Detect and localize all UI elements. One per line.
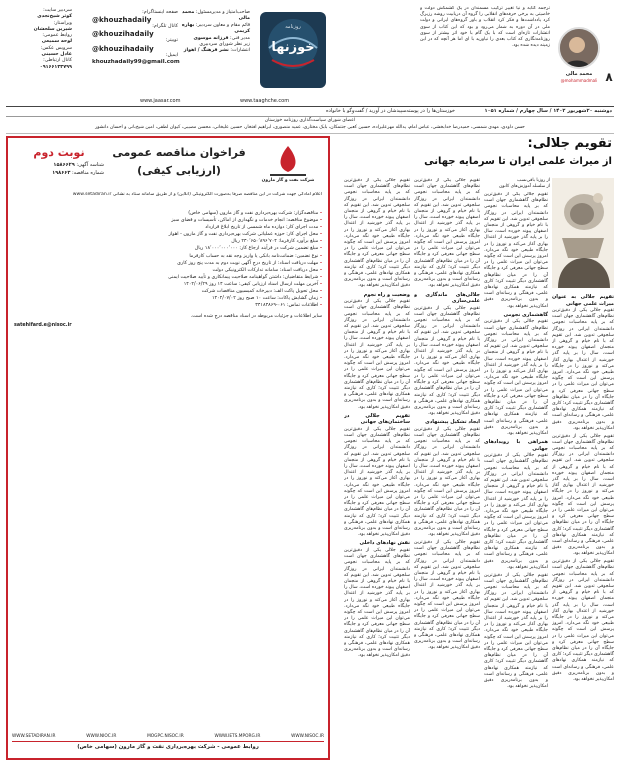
tender-number (14, 170, 104, 176)
tender-title: فراخوان مناقصه عمومی (112, 146, 246, 159)
staff-name: شیرین سلحشان (33, 26, 72, 32)
tender-item: - شرایط متقاضیان: داشتن گواهینامه صلاحیت پیمانکاری و تأیید صلاحیت ایمنی (168, 274, 322, 280)
staff-role: ویراستار: (53, 20, 72, 26)
handles-block (92, 10, 178, 66)
twitter-handle[interactable]: @khouzihadaily (92, 44, 154, 53)
article-column-4 (344, 178, 410, 762)
header-rule-3 (6, 133, 614, 134)
article-paragraph: تقویم جلالی یکی از دقیق‌ترین نظام‌های گاهشماری جهان است که بر پایه محاسبات نجومی دانشمندان ایرانی در روزگار سلجوقی تدوین شد. این تقویم که با نام خیام و گروهی از منجمان اصفهان پیوند خورده است، سال را بر پایه گذر خورشید از اعتدال بهاری آغاز می‌کند و نوروز را در جایگاه طبیعی خود نگه می‌دارد. امروز پرسش این است که چگونه می‌توان این میراث علمی را در سطح جهانی معرفی کرد و جایگاه آن را در میان نظام‌های گاهشماری دیگر تثبیت کرد؛ کاری که نیازمند همکاری نهادهای علمی، فرهنگی و رسانه‌ای است و بدون برنامه‌ریزی دقیق امکان‌پذیر نخواهد بود. (484, 572, 548, 690)
staff-name: ۰۹۱۶۶۱۳۳۷۹۹ (39, 64, 72, 70)
article-subheading: نقش نهادهای داخلی (359, 540, 410, 547)
article-kicker: تقویم جلالی: (527, 136, 612, 151)
article-column-1 (552, 292, 614, 762)
tender-item: - نوع تضمین: ضمانت‌نامه بانکی یا واریز وجه نقد به حساب کارفرما (189, 253, 322, 259)
staff-role: کانال ارتباطی: (43, 58, 72, 64)
staff-name: کوثر شیخ‌نجدی (37, 14, 72, 20)
telegram-handle[interactable]: @khouzihadaily (92, 30, 154, 39)
credit-line: قائم مقام و معاون سردبیر: بهاره کریمی (181, 22, 250, 35)
instagram-handle[interactable]: @khouzhadaily (92, 16, 152, 25)
date-line: دوشنبه ۲۰شهریور ۱۴۰۲ / سال چهارم / شماره ۱۰۵۱ (484, 108, 612, 114)
tender-footer-company: روابط عمومی - شرکت بهره‌برداری نفت و گاز مارون (سهامی خاص) (77, 744, 259, 750)
header-rule (6, 106, 614, 107)
ad-number-value: ۱۵۸۶۶۲۹ (53, 162, 75, 168)
article-column-3 (414, 178, 480, 762)
tender-item: - اطلاعات تماس: ۰۶۱-۳۴۱۸۴۸۶۹ (255, 303, 322, 309)
article-subheading: تقویم جلالی در ساختمان‌های جهانی (344, 412, 410, 426)
article-paragraph: تقویم جلالی یکی از دقیق‌ترین نظام‌های گاهشماری جهان است که بر پایه محاسبات نجومی دانشمندان ایرانی در روزگار سلجوقی تدوین شد. این تقویم که با نام خیام و گروهی از منجمان اصفهان پیوند خورده است، سال را بر پایه گذر خورشید از اعتدال بهاری آغاز می‌کند و نوروز را در جایگاه طبیعی خود نگه می‌دارد. امروز پرسش این است که چگونه می‌توان این میراث علمی را در سطح جهانی معرفی کرد و جایگاه آن را در میان نظام‌های گاهشماری دیگر تثبیت کرد؛ کاری که نیازمند همکاری نهادهای علمی، فرهنگی و رسانه‌ای است و بدون برنامه‌ریزی دقیق امکان‌پذیر نخواهد بود. (414, 305, 480, 417)
footer-link[interactable]: MOGPC.NISOC.IR (147, 734, 184, 739)
header-intro: ترجمه کتابه و نیا تغییر ترکیب مسمندان در یک کشمکش دولت و خاصیتی به برخی حرفه‌های انقلابی را گروه آن دریابیت روشه رزبرگ کرد یادداشت‌ها و فکر کرد انقلاب و باور گروه‌های ایرانی و دولت ملی در آن دوره به شمار می‌رود و بود که این کتاب از سوی انتشارات تازه‌ای است که با یک گام با خود اثر بیشتر از سوی روزنامه‌نگاری که کتاب بعدی را نیاورید با ای اما هر آنچه که در این زمینه دیده شده بود. (420, 6, 550, 49)
tender-turn: نوبت دوم (33, 146, 85, 159)
ad-number (14, 162, 104, 168)
portrait-icon (558, 29, 598, 69)
tender-item: - مدت اجرای کار: دوازده ماه شمسی از تاریخ ابلاغ قرارداد (205, 225, 322, 231)
website-left[interactable]: www.jaasar.com (140, 98, 181, 104)
credit-line: زیر نظر شورای سردبیری (199, 42, 250, 48)
page-number: ۸ (605, 70, 613, 84)
staff-role: سرویس عکس: (40, 45, 72, 51)
tender-footer-links (12, 734, 324, 739)
article-paragraph: تقویم جلالی یکی از دقیق‌ترین نظام‌های گاهشماری جهان است که بر پایه محاسبات نجومی دانشمندان ایرانی در روزگار سلجوقی تدوین شد. این تقویم که با نام خیام و گروهی از منجمان اصفهان پیوند خورده است، سال را بر پایه گذر خورشید از اعتدال بهاری آغاز می‌کند و نوروز را در جایگاه طبیعی خود نگه می‌دارد. امروز پرسش این است که چگونه می‌توان این میراث علمی را در سطح جهانی معرفی کرد و جایگاه آن را در میان نظام‌های گاهشماری دیگر تثبیت کرد؛ کاری که نیازمند همکاری نهادهای علمی، فرهنگی و رسانه‌ای است و بدون برنامه‌ریزی دقیق امکان‌پذیر نخواهد بود. (414, 539, 480, 651)
author-caption: از روزنا باقی‌نسب از سلسله آموزش‌های کانون (499, 178, 550, 189)
staff-role: سردبیر سایت: (43, 8, 72, 13)
tender-item: - زمان گشایش پاکات: ساعت ۱۰ صبح روز ۱۴۰۲/۰۷/۰۲ (211, 296, 322, 302)
footer-link[interactable]: WWW.IETS.MPORG.IR (214, 734, 261, 739)
article-subheading: ایجاد تشکیل پیشنهادی (425, 419, 480, 426)
article-paragraph: تقویم جلالی یکی از دقیق‌ترین نظام‌های گاهشماری جهان است که بر پایه محاسبات نجومی دانشمندان ایرانی در روزگار سلجوقی تدوین شد. این تقویم که با نام خیام و گروهی از منجمان اصفهان پیوند خورده است، سال را بر پایه گذر خورشید از اعتدال بهاری آغاز می‌کند و نوروز را در جایگاه طبیعی خود نگه می‌دارد. امروز پرسش این است که چگونه می‌توان این میراث علمی را در سطح جهانی معرفی کرد و جایگاه آن را در میان نظام‌های گاهشماری دیگر تثبیت کرد؛ کاری که نیازمند همکاری نهادهای علمی، فرهنگی و رسانه‌ای است و بدون برنامه‌ریزی دقیق امکان‌پذیر نخواهد بود. (344, 299, 410, 410)
tender-number-value: ۱۹۸۶۶۳ (52, 170, 71, 176)
tender-intro: اعلام آمادگی جهت شرکت در این مناقصه صرفاً به‌صورت الکترونیکی (آنلاین) و از طریق سامانه ستاد به نشانی www.setadiran.ir (72, 192, 322, 197)
credit-line: صاحب‌امتیاز و مدیرمسئول: محمد مالی (181, 10, 250, 22)
author-handle: @mohammadmali (560, 78, 598, 83)
ad-number-label: شناسه آگهی: (76, 162, 104, 168)
article-subheading: گاهشماری نجومی (503, 311, 548, 318)
logo-word: خوزنها (271, 40, 315, 55)
footer-link[interactable]: WWW.NIOC.IR (86, 734, 117, 739)
logo-small: روزنامه (285, 24, 301, 30)
handle-label: توییتر: (165, 38, 178, 44)
article-title: از میراث علمی ایران تا سرمایه جهانی (424, 156, 612, 167)
author-name: محمد مالی (565, 71, 593, 77)
tender-items (14, 210, 322, 710)
slogan: خوزستان‌ها را در پوسته‌سپیدشان در آورید / گفت‌وگو با خانواده (326, 108, 455, 114)
article-paragraph: تقویم جلالی یکی از دقیق‌ترین نظام‌های گاهشماری جهان است که بر پایه محاسبات نجومی دانشمندان ایرانی در روزگار سلجوقی تدوین شد. این تقویم که با نام خیام و گروهی از منجمان اصفهان پیوند خورده است، سال را بر پایه گذر خورشید از اعتدال بهاری آغاز می‌کند و نوروز را در جایگاه طبیعی خود نگه می‌دارد. امروز پرسش این است که چگونه می‌توان این میراث علمی را در سطح جهانی معرفی کرد و جایگاه آن را در میان نظام‌های گاهشماری دیگر تثبیت کرد؛ کاری که نیازمند همکاری نهادهای علمی، فرهنگی و رسانه‌ای است و بدون برنامه‌ریزی دقیق امکان‌پذیر نخواهد بود. (552, 559, 614, 682)
article-subheading: همراهی با رویدادهای جهانی (484, 439, 548, 452)
tender-item: - محل دریافت اسناد: سامانه تدارکات الکترونیکی دولت (212, 267, 322, 273)
article-paragraph: تقویم جلالی یکی از دقیق‌ترین نظام‌های گاهشماری جهان است که بر پایه محاسبات نجومی دانشمندان ایرانی در روزگار سلجوقی تدوین شد. این تقویم که با نام خیام و گروهی از منجمان اصفهان پیوند خورده است، سال را بر پایه گذر خورشید از اعتدال بهاری آغاز می‌کند و نوروز را در جایگاه طبیعی خود نگه می‌دارد. امروز پرسش این است که چگونه می‌توان این میراث علمی را در سطح جهانی معرفی کرد و جایگاه آن را در میان نظام‌های گاهشماری دیگر تثبیت کرد؛ کاری که نیازمند همکاری نهادهای علمی، فرهنگی و رسانه‌ای است و بدون برنامه‌ریزی دقیق امکان‌پذیر نخواهد بود. (414, 426, 480, 538)
article-paragraph: تقویم جلالی یکی از دقیق‌ترین نظام‌های گاهشماری جهان است که بر پایه محاسبات نجومی دانشمندان ایرانی در روزگار سلجوقی تدوین شد. این تقویم که با نام خیام و گروهی از منجمان اصفهان پیوند خورده است، سال را بر پایه گذر خورشید از اعتدال بهاری آغاز می‌کند و نوروز را در جایگاه طبیعی خود نگه می‌دارد. امروز پرسش این است که چگونه می‌توان این میراث علمی را در سطح جهانی معرفی کرد و جایگاه آن را در میان نظام‌های گاهشماری دیگر تثبیت کرد؛ کاری که نیازمند همکاری نهادهای علمی، فرهنگی و رسانه‌ای است و بدون برنامه‌ریزی دقیق امکان‌پذیر نخواهد بود. (484, 192, 548, 309)
article-paragraph: تقویم جلالی یکی از دقیق‌ترین نظام‌های گاهشماری جهان است که بر پایه محاسبات نجومی دانشمندان ایرانی در روزگار سلجوقی تدوین شد. این تقویم که با نام خیام و گروهی از منجمان اصفهان پیوند خورده است، سال را بر پایه گذر خورشید از اعتدال بهاری آغاز می‌کند و نوروز را در جایگاه طبیعی خود نگه می‌دارد. امروز پرسش این است که چگونه می‌توان این میراث علمی را در سطح جهانی معرفی کرد و جایگاه آن را در میان نظام‌های گاهشماری دیگر تثبیت کرد؛ کاری که نیازمند همکاری نهادهای علمی، فرهنگی و رسانه‌ای است و بدون برنامه‌ریزی دقیق امکان‌پذیر نخواهد بود. (344, 426, 410, 538)
tender-item: - مهلت دریافت اسناد: از تاریخ درج آگهی نوبت دوم به مدت پنج روز کاری (177, 260, 322, 266)
tender-subtitle: (ارزیابی کیفی) (137, 164, 221, 177)
article-paragraph: تقویم جلالی یکی از دقیق‌ترین نظام‌های گاهشماری جهان است که بر پایه محاسبات نجومی دانشمندان ایرانی در روزگار سلجوقی تدوین شد. این تقویم که با نام خیام و گروهی از منجمان اصفهان پیوند خورده است، سال را بر پایه گذر خورشید از اعتدال بهاری آغاز می‌کند و نوروز را در جایگاه طبیعی خود نگه می‌دارد. امروز پرسش این است که چگونه می‌توان این میراث علمی را در سطح جهانی معرفی کرد و جایگاه آن را در میان نظام‌های گاهشماری دیگر تثبیت کرد؛ کاری که نیازمند همکاری نهادهای علمی، فرهنگی و رسانه‌ای است و بدون برنامه‌ریزی دقیق امکان‌پذیر نخواهد بود. (484, 453, 548, 570)
article-subheading: وضعیت و راه نجوم (363, 291, 410, 298)
council-list: حسن داودی، مهدی شمسی، حمیدرضا خدابخشی، عباس امام، یدالله مهرعلیزاده، حسین کعبی جنتمکان، بابک مختاری، عمید منصوری، ابراهیم افتخار، حسین علیخانی، محسن مصیبی، کیوان لطفی، امین شیخ‌بانی و احسان دانشور (95, 125, 525, 130)
handle-label: کانال تلگرام: (152, 24, 178, 30)
footer-link[interactable]: WWW.NISOC.IR (291, 734, 324, 739)
article-paragraph: تقویم جلالی یکی از دقیق‌ترین نظام‌های گاهشماری جهان است که بر پایه محاسبات نجومی دانشمندان ایرانی در روزگار سلجوقی تدوین شد. این تقویم که با نام خیام و گروهی از منجمان اصفهان پیوند خورده است، سال را بر پایه گذر خورشید از اعتدال بهاری آغاز می‌کند و نوروز را در جایگاه طبیعی خود نگه می‌دارد. امروز پرسش این است که چگونه می‌توان این میراث علمی را در سطح جهانی معرفی کرد و جایگاه آن را در میان نظام‌های گاهشماری دیگر تثبیت کرد؛ کاری که نیازمند همکاری نهادهای علمی، فرهنگی و رسانه‌ای است و بدون برنامه‌ریزی دقیق امکان‌پذیر نخواهد بود. (414, 178, 480, 289)
article-paragraph: تقویم جلالی یکی از دقیق‌ترین نظام‌های گاهشماری جهان است که بر پایه محاسبات نجومی دانشمندان ایرانی در روزگار سلجوقی تدوین شد. این تقویم که با نام خیام و گروهی از منجمان اصفهان پیوند خورده است، سال را بر پایه گذر خورشید از اعتدال بهاری آغاز می‌کند و نوروز را در جایگاه طبیعی خود نگه می‌دارد. امروز پرسش این است که چگونه می‌توان این میراث علمی را در سطح جهانی معرفی کرد و جایگاه آن را در میان نظام‌های گاهشماری دیگر تثبیت کرد؛ کاری که نیازمند همکاری نهادهای علمی، فرهنگی و رسانه‌ای است و بدون برنامه‌ریزی دقیق امکان‌پذیر نخواهد بود. (552, 433, 614, 557)
email-link[interactable]: khouzhadaily99@gmail.com (92, 58, 180, 65)
tender-item: - مبلغ برآورد کارفرما: ۲۳۰٬۶۵۰٬۸۹۶٬۷۰۴ ریال (231, 239, 322, 245)
tender-item: - محل اجرای کار: حوزه عملیاتی شرکت بهره‌برداری نفت و گاز مارون - اهواز (168, 232, 322, 238)
footer-link[interactable]: WWW.SETADIRAN.IR (12, 734, 56, 739)
article-subheading: تقویم جلالی به عنوان میراث علمی جهانی (552, 294, 614, 307)
staff-name: عادل حسینی (41, 52, 72, 58)
tender-footer-rule (12, 741, 324, 742)
calendar-illustration-icon (552, 178, 614, 288)
tender-item: - مناقصه‌گزار: شرکت بهره‌برداری نفت و گاز مارون (سهامی خاص) (188, 211, 322, 216)
article-paragraph: تقویم جلالی یکی از دقیق‌ترین نظام‌های گاهشماری جهان است که بر پایه محاسبات نجومی دانشمندان ایرانی در روزگار سلجوقی تدوین شد. این تقویم که با نام خیام و گروهی از منجمان اصفهان پیوند خورده است، سال را بر پایه گذر خورشید از اعتدال بهاری آغاز می‌کند و نوروز را در جایگاه طبیعی خود نگه می‌دارد. امروز پرسش این است که چگونه می‌توان این میراث علمی را در سطح جهانی معرفی کرد و جایگاه آن را در میان نظام‌های گاهشماری دیگر تثبیت کرد؛ کاری که نیازمند همکاری نهادهای علمی، فرهنگی و رسانه‌ای است و بدون برنامه‌ریزی دقیق امکان‌پذیر نخواهد بود. (344, 547, 410, 659)
staff-role: روابط عمومی: (42, 33, 72, 39)
credit-line: انتشارات: نشر فرهنگ / اهواز (183, 48, 250, 54)
tender-item: - آخرین مهلت ارسال اسناد ارزیابی کیفی: ساعت ۱۴ روز ۱۴۰۲/۰۶/۲۹ (183, 281, 322, 287)
website-mid[interactable]: www.taaghche.com (240, 98, 290, 104)
author-photo (558, 27, 600, 69)
council-title: اعضای شورای سیاست‌گذاری روزنامه خوزستان (264, 118, 356, 123)
article-column-2 (484, 192, 548, 762)
article-paragraph: تقویم جلالی یکی از دقیق‌ترین نظام‌های گاهشماری جهان است که بر پایه محاسبات نجومی دانشمندان ایرانی در روزگار سلجوقی تدوین شد. این تقویم که با نام خیام و گروهی از منجمان اصفهان پیوند خورده است، سال را بر پایه گذر خورشید از اعتدال بهاری آغاز می‌کند و نوروز را در جایگاه طبیعی خود نگه می‌دارد. امروز پرسش این است که چگونه می‌توان این میراث علمی را در سطح جهانی معرفی کرد و جایگاه آن را در میان نظام‌های گاهشماری دیگر تثبیت کرد؛ کاری که نیازمند همکاری نهادهای علمی، فرهنگی و رسانه‌ای است و بدون برنامه‌ریزی دقیق امکان‌پذیر نخواهد بود. (552, 308, 614, 431)
tender-item: - محل تحویل پاکت الف: دبیرخانه کمیسیون مناقصات شرکت (201, 289, 322, 295)
handle-label: ایمیل: (165, 52, 178, 58)
article-subheading: جلالی‌های ماندگاری و علمی‌سازی (414, 291, 480, 305)
tender-note: سایر اطلاعات و جزئیات مربوطه در اسناد مناقصه درج شده است. (190, 314, 322, 320)
credits-block (180, 10, 250, 55)
article-paragraph: تقویم جلالی یکی از دقیق‌ترین نظام‌های گاهشماری جهان است که بر پایه محاسبات نجومی دانشمندان ایرانی در روزگار سلجوقی تدوین شد. این تقویم که با نام خیام و گروهی از منجمان اصفهان پیوند خورده است، سال را بر پایه گذر خورشید از اعتدال بهاری آغاز می‌کند و نوروز را در جایگاه طبیعی خود نگه می‌دارد. امروز پرسش این است که چگونه می‌توان این میراث علمی را در سطح جهانی معرفی کرد و جایگاه آن را در میان نظام‌های گاهشماری دیگر تثبیت کرد؛ کاری که نیازمند همکاری نهادهای علمی، فرهنگی و رسانه‌ای است و بدون برنامه‌ریزی دقیق امکان‌پذیر نخواهد بود. (484, 319, 548, 437)
tender-email[interactable]: satehifard.e@nisoc.ir (14, 323, 72, 329)
staff-block (8, 8, 72, 71)
tender-number-label: شماره مناقصه: (71, 170, 104, 176)
staff-name: لوحه سمیعی (41, 39, 72, 45)
tender-item: - موضوع مناقصه: انجام خدمات و نگهداری از اماکن، تأسیسات و فضای سبز (171, 218, 322, 224)
company-logo-text: شرکت نفت و گاز مارون (261, 178, 315, 183)
tender-item: - مبلغ تضمین شرکت در فرآیند ارجاع کار: ۱۸٬۰۰۰٬۰۰۰٬۰۰۰ ریال (194, 246, 322, 252)
header-rule-2 (6, 116, 614, 117)
credit-line: مدیر فنی: فرزانه موسوی (193, 35, 250, 41)
handle-label: صفحه اینستاگرام: (142, 10, 178, 15)
article-paragraph: تقویم جلالی یکی از دقیق‌ترین نظام‌های گاهشماری جهان است که بر پایه محاسبات نجومی دانشمندان ایرانی در روزگار سلجوقی تدوین شد. این تقویم که با نام خیام و گروهی از منجمان اصفهان پیوند خورده است، سال را بر پایه گذر خورشید از اعتدال بهاری آغاز می‌کند و نوروز را در جایگاه طبیعی خود نگه می‌دارد. امروز پرسش این است که چگونه می‌توان این میراث علمی را در سطح جهانی معرفی کرد و جایگاه آن را در میان نظام‌های گاهشماری دیگر تثبیت کرد؛ کاری که نیازمند همکاری نهادهای علمی، فرهنگی و رسانه‌ای است و بدون برنامه‌ریزی دقیق امکان‌پذیر نخواهد بود. (344, 178, 410, 289)
